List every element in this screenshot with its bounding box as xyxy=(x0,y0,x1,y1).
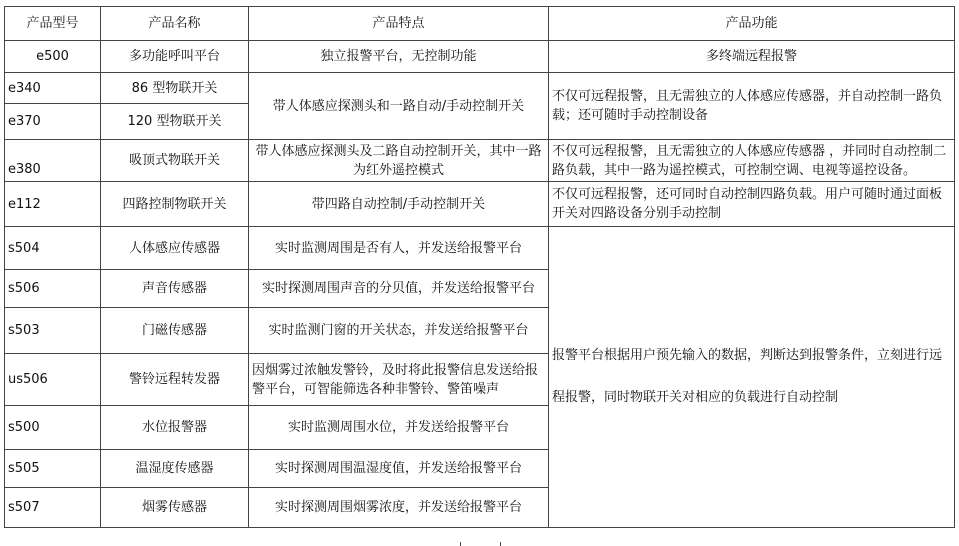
header-feature: 产品特点 xyxy=(249,7,549,41)
table-row xyxy=(5,182,955,227)
cell-model: e370 xyxy=(5,104,101,140)
cell-name: 86 型物联开关 xyxy=(101,73,249,104)
cell-feature: 实时监测周围是否有人，并发送给报警平台 xyxy=(249,227,549,270)
table-row xyxy=(5,41,955,73)
bottom-tick-mark xyxy=(460,542,461,546)
table-row xyxy=(5,140,955,182)
cell-name: 四路控制物联开关 xyxy=(101,182,249,227)
cell-function: 多终端远程报警 xyxy=(549,41,955,73)
header-function: 产品功能 xyxy=(549,7,955,41)
cell-feature: 带四路自动控制/手动控制开关 xyxy=(249,182,549,227)
cell-feature: 带人体感应探测头和一路自动/手动控制开关 xyxy=(249,73,549,140)
header-name: 产品名称 xyxy=(101,7,249,41)
cell-model: s504 xyxy=(5,227,101,270)
cell-name: 人体感应传感器 xyxy=(101,227,249,270)
cell-function: 不仅可远程报警，且无需独立的人体感应传感器，并自动控制一路负载；还可随时手动控制设备 xyxy=(549,73,955,140)
product-spec-table xyxy=(4,6,955,528)
header-model: 产品型号 xyxy=(5,7,101,41)
cell-name: 警铃远程转发器 xyxy=(101,354,249,406)
cell-model: s507 xyxy=(5,488,101,528)
cell-feature: 实时探测周围温湿度值，并发送给报警平台 xyxy=(249,450,549,488)
cell-name: 120 型物联开关 xyxy=(101,104,249,140)
cell-model: us506 xyxy=(5,354,101,406)
cell-name: 吸顶式物联开关 xyxy=(101,140,249,182)
cell-feature: 带人体感应探测头及二路自动控制开关，其中一路为红外遥控模式 xyxy=(249,140,549,182)
table-row xyxy=(5,73,955,104)
cell-feature: 实时监测门窗的开关状态，并发送给报警平台 xyxy=(249,308,549,354)
cell-feature: 独立报警平台，无控制功能 xyxy=(249,41,549,73)
cell-model: e112 xyxy=(5,182,101,227)
cell-function: 不仅可远程报警，还可同时自动控制四路负载。用户可随时通过面板开关对四路设备分别手动控制 xyxy=(549,182,955,227)
header-row xyxy=(5,7,955,41)
cell-function: 报警平台根据用户预先输入的数据，判断达到报警条件，立刻进行远程报警，同时物联开关对相应的负载进行自动控制 xyxy=(549,227,955,528)
bottom-tick-mark xyxy=(500,542,501,546)
cell-feature: 因烟雾过浓触发警铃，及时将此报警信息发送给报警平台，可智能筛选各种非警铃、警笛噪声 xyxy=(249,354,549,406)
cell-name: 水位报警器 xyxy=(101,406,249,450)
cell-model: s505 xyxy=(5,450,101,488)
cell-function: 不仅可远程报警，且无需独立的人体感应传感器 ，并同时自动控制二路负载，其中一路为遥控模式，可控制空调、电视等遥控设备。 xyxy=(549,140,955,182)
cell-name: 声音传感器 xyxy=(101,270,249,308)
cell-name: 烟雾传感器 xyxy=(101,488,249,528)
cell-model: s500 xyxy=(5,406,101,450)
cell-feature: 实时探测周围声音的分贝值，并发送给报警平台 xyxy=(249,270,549,308)
cell-name: 门磁传感器 xyxy=(101,308,249,354)
cell-model: s506 xyxy=(5,270,101,308)
table-row xyxy=(5,227,955,270)
cell-name: 多功能呼叫平台 xyxy=(101,41,249,73)
cell-model: e500 xyxy=(5,41,101,73)
cell-model: e340 xyxy=(5,73,101,104)
cell-name: 温湿度传感器 xyxy=(101,450,249,488)
cell-model: s503 xyxy=(5,308,101,354)
cell-feature: 实时监测周围水位，并发送给报警平台 xyxy=(249,406,549,450)
cell-feature: 实时探测周围烟雾浓度，并发送给报警平台 xyxy=(249,488,549,528)
cell-model: e380 xyxy=(5,140,101,182)
